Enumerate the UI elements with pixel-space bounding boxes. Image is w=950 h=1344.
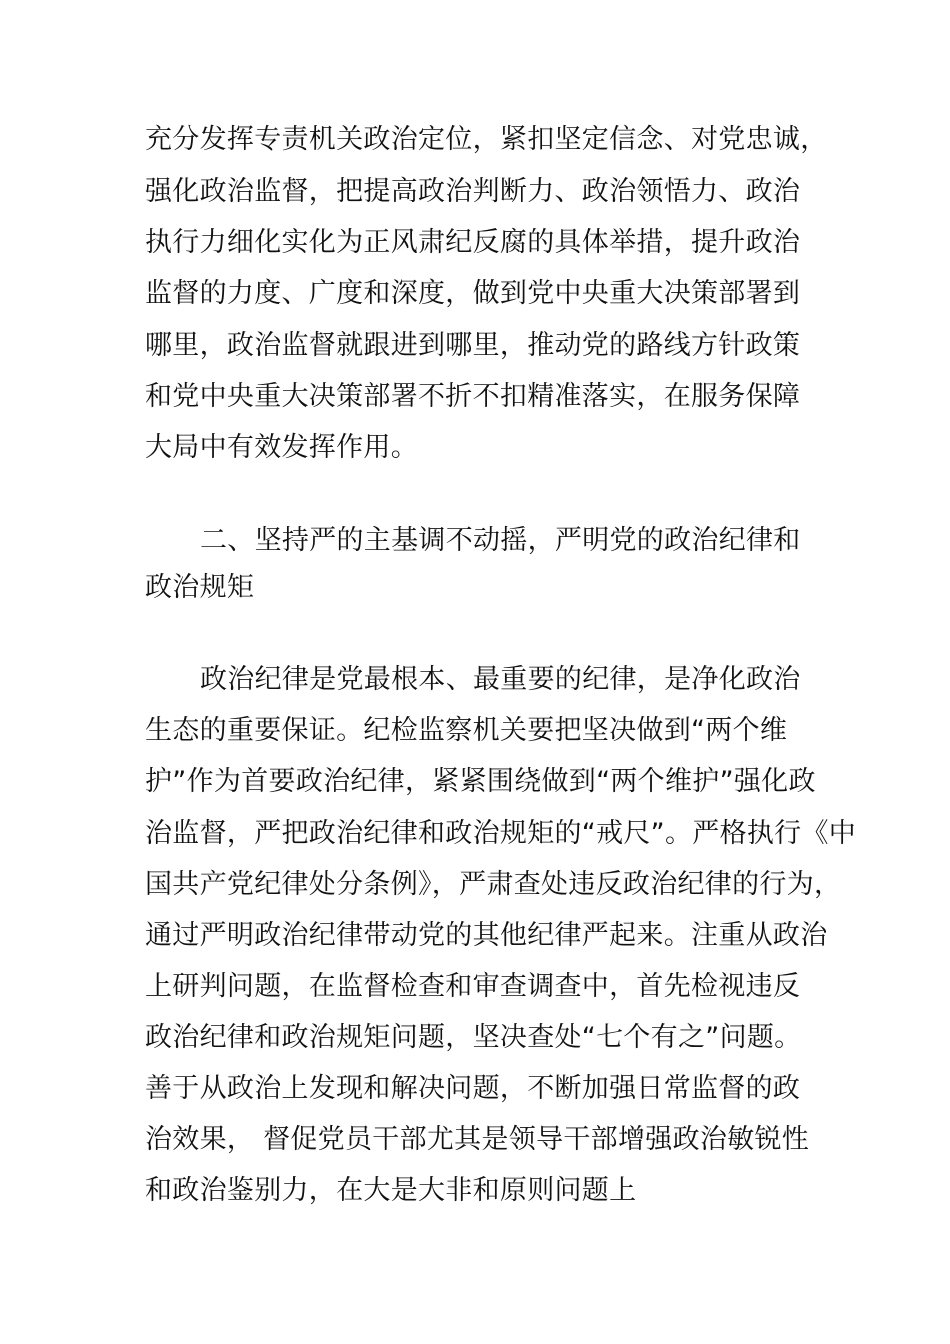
- heading-line: 政治规矩: [145, 572, 255, 603]
- paragraph-line: 善于从政治上发现和解决问题，不断加强日常监督的政: [145, 1073, 801, 1104]
- paragraph-line: 治监督，严把政治纪律和政治规矩的“戒尺”。严格执行《中: [145, 818, 857, 849]
- paragraph-line: 充分发挥专责机关政治定位，紧扣坚定信念、对党忠诚，: [145, 124, 828, 155]
- heading-line: 二、坚持严的主基调不动摇，严明党的政治纪律和: [200, 525, 801, 556]
- paragraph-line: 护”作为首要政治纪律，紧紧围绕做到“两个维护”强化政: [145, 766, 816, 797]
- paragraph-line: 政治纪律和政治规矩问题，坚决查处“七个有之”问题。: [145, 1022, 802, 1053]
- paragraph-line: 监督的力度、广度和深度，做到党中央重大决策部署到: [145, 278, 801, 309]
- paragraph-line: 哪里，政治监督就跟进到哪里，推动党的路线方针政策: [145, 330, 801, 361]
- paragraph-line: 通过严明政治纪律带动党的其他纪律严起来。注重从政治: [145, 920, 828, 951]
- paragraph-line: 政治纪律是党最根本、最重要的纪律，是净化政治: [200, 664, 801, 695]
- paragraph-line: 强化政治监督，把提高政治判断力、政治领悟力、政治: [145, 176, 801, 207]
- paragraph-line: 治效果， 督促党员干部尤其是领导干部增强政治敏锐性: [145, 1124, 810, 1155]
- paragraph-line: 上研判问题，在监督检查和审查调查中，首先检视违反: [145, 971, 801, 1002]
- paragraph-line: 执行力细化实化为正风肃纪反腐的具体举措，提升政治: [145, 227, 801, 258]
- paragraph-line: 生态的重要保证。纪检监察机关要把坚决做到“两个维: [145, 715, 788, 746]
- paragraph-line: 和政治鉴别力，在大是大非和原则问题上: [145, 1175, 637, 1206]
- paragraph-line: 大局中有效发挥作用。: [145, 432, 418, 463]
- paragraph-line: 和党中央重大决策部署不折不扣精准落实，在服务保障: [145, 381, 801, 412]
- paragraph-line: 国共产党纪律处分条例》，严肃查处违反政治纪律的行为，: [145, 869, 842, 900]
